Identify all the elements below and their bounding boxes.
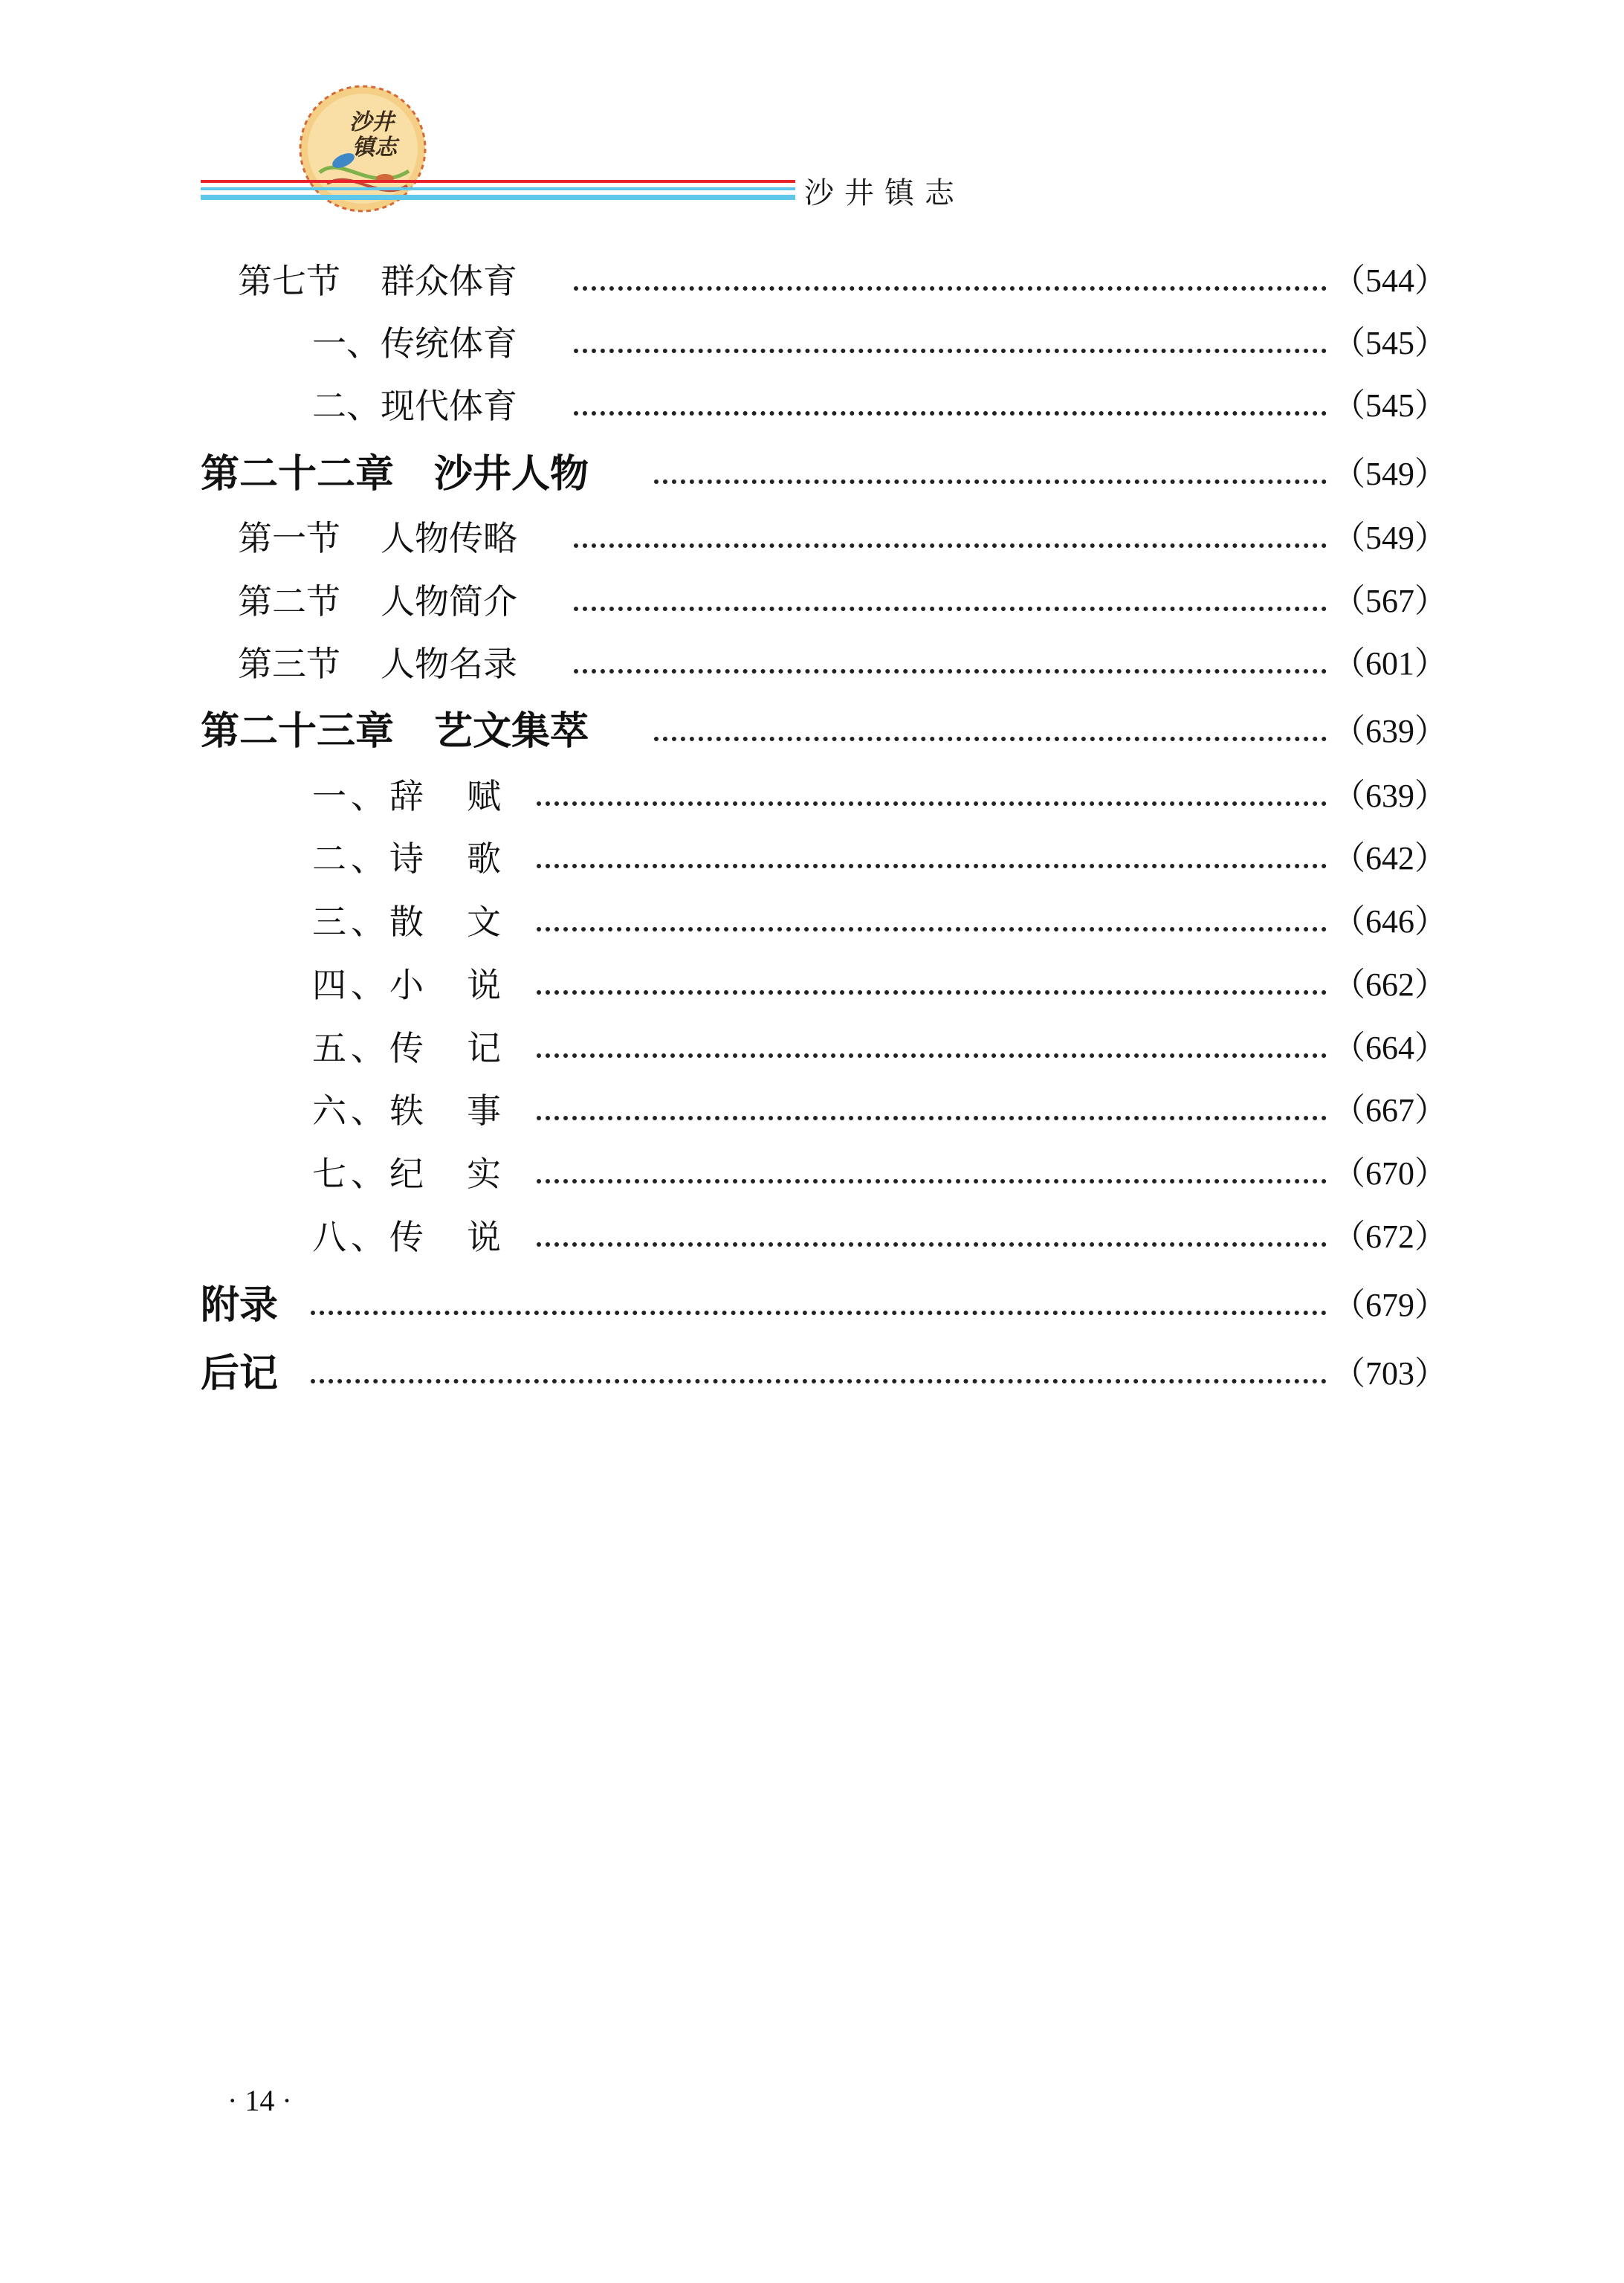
toc-entry-prefix: 三、 bbox=[312, 902, 389, 942]
svg-text:沙井: 沙井 bbox=[349, 109, 394, 135]
toc-entry-title: 群众体育 bbox=[381, 261, 517, 301]
toc-leader-dots bbox=[574, 669, 1327, 674]
toc-leader-dots bbox=[654, 479, 1327, 484]
toc-entry-label bbox=[238, 575, 517, 627]
toc-entry-prefix: 后记 bbox=[201, 1352, 279, 1396]
toc-page-number: （667） bbox=[1333, 1092, 1447, 1128]
toc-entry-label bbox=[201, 705, 589, 758]
toc-page-number: （664） bbox=[1333, 1030, 1447, 1066]
toc-leader-dots bbox=[574, 349, 1327, 353]
toc-entry-label bbox=[238, 512, 517, 564]
toc-entry-title: 散 文 bbox=[389, 902, 505, 942]
toc-leader-dots bbox=[537, 864, 1327, 868]
toc-leader-dots bbox=[537, 801, 1327, 806]
toc-page-number: （544） bbox=[1333, 262, 1447, 299]
svg-text:镇志: 镇志 bbox=[352, 135, 397, 161]
toc-entry-prefix: 六、 bbox=[312, 1091, 389, 1131]
toc-leader-dots bbox=[537, 1179, 1327, 1184]
toc-entry-row[interactable] bbox=[0, 770, 1624, 822]
toc-leader-dots bbox=[537, 927, 1327, 931]
toc-leader-dots bbox=[311, 1311, 1327, 1315]
toc-page-number: （639） bbox=[1333, 778, 1447, 814]
toc-entry-title: 沙井人物 bbox=[434, 452, 589, 497]
toc-entry-title: 艺文集萃 bbox=[434, 709, 589, 754]
toc-entry-label bbox=[238, 255, 517, 307]
toc-entry-label bbox=[312, 1148, 505, 1200]
toc-entry-label bbox=[312, 380, 517, 432]
toc-leader-dots bbox=[574, 411, 1327, 416]
toc-entry-row[interactable] bbox=[0, 380, 1624, 432]
toc-entry-prefix: 一、 bbox=[312, 323, 381, 364]
toc-entry-row[interactable] bbox=[0, 1211, 1624, 1263]
toc-entry-prefix: 八、 bbox=[312, 1217, 389, 1257]
toc-leader-dots bbox=[537, 1242, 1327, 1247]
toc-leader-dots bbox=[537, 990, 1327, 995]
toc-chapter-row[interactable] bbox=[0, 448, 1624, 500]
toc-leader-dots bbox=[537, 1116, 1327, 1120]
toc-entry-label bbox=[201, 448, 589, 500]
toc-entry-title: 人物名录 bbox=[381, 644, 517, 684]
toc-entry-prefix: 第一节 bbox=[238, 518, 340, 558]
toc-chapter-row[interactable] bbox=[0, 1348, 1624, 1400]
toc-entry-title: 轶 事 bbox=[389, 1091, 505, 1131]
toc-entry-prefix: 七、 bbox=[312, 1154, 389, 1194]
toc-entry-title: 现代体育 bbox=[381, 386, 517, 426]
toc-page-number: （601） bbox=[1333, 645, 1447, 682]
toc-entry-row[interactable] bbox=[0, 896, 1624, 948]
toc-entry-row[interactable] bbox=[0, 255, 1624, 307]
toc-entry-title: 小 说 bbox=[389, 965, 505, 1005]
toc-entry-label bbox=[312, 833, 505, 885]
toc-entry-label bbox=[312, 1085, 505, 1137]
toc-entry-title: 传 说 bbox=[389, 1217, 505, 1257]
toc-chapter-row[interactable] bbox=[0, 705, 1624, 758]
toc-leader-dots bbox=[311, 1379, 1327, 1383]
toc-entry-prefix: 一、 bbox=[312, 776, 389, 816]
toc-entry-label bbox=[312, 317, 517, 369]
toc-entry-row[interactable] bbox=[0, 575, 1624, 627]
toc-page-number: （545） bbox=[1333, 387, 1447, 424]
toc-entry-row[interactable] bbox=[0, 1022, 1624, 1074]
toc-entry-prefix: 四、 bbox=[312, 965, 389, 1005]
toc-entry-prefix: 第二十三章 bbox=[201, 709, 395, 754]
toc-entry-prefix: 第七节 bbox=[238, 261, 340, 301]
toc-entry-title: 传 记 bbox=[389, 1028, 505, 1068]
toc-page-number: （567） bbox=[1333, 583, 1447, 619]
toc-page-number: （639） bbox=[1333, 713, 1447, 749]
toc-leader-dots bbox=[574, 543, 1327, 548]
toc-entry-prefix: 第三节 bbox=[238, 644, 340, 684]
toc-chapter-row[interactable] bbox=[0, 1279, 1624, 1331]
toc-entry-row[interactable] bbox=[0, 1085, 1624, 1137]
toc-entry-prefix: 第二节 bbox=[238, 581, 340, 621]
toc-entry-prefix: 第二十二章 bbox=[201, 452, 395, 497]
toc-entry-title: 人物传略 bbox=[381, 518, 517, 558]
toc-leader-dots bbox=[574, 607, 1327, 611]
toc-page-number: （672） bbox=[1333, 1218, 1447, 1255]
page-number: · 14 · bbox=[227, 2084, 292, 2117]
toc-entry-title: 诗 歌 bbox=[389, 839, 505, 879]
toc-page-number: （642） bbox=[1333, 840, 1447, 876]
toc-page-number: （549） bbox=[1333, 456, 1447, 492]
toc-entry-label bbox=[312, 1211, 505, 1263]
toc-entry-label bbox=[312, 770, 505, 822]
toc-leader-dots bbox=[537, 1053, 1327, 1058]
toc-entry-row[interactable] bbox=[0, 512, 1624, 564]
toc-entry-prefix: 二、 bbox=[312, 839, 389, 879]
toc-entry-prefix: 附录 bbox=[201, 1283, 279, 1328]
toc-entry-row[interactable] bbox=[0, 317, 1624, 369]
toc-entry-row[interactable] bbox=[0, 833, 1624, 885]
toc-entry-label bbox=[312, 959, 505, 1011]
running-title: 沙井镇志 bbox=[804, 176, 965, 210]
toc-page-number: （679） bbox=[1333, 1287, 1447, 1323]
toc-page-number: （549） bbox=[1333, 520, 1447, 556]
toc-entry-label bbox=[201, 1279, 278, 1331]
toc-entry-prefix: 五、 bbox=[312, 1028, 389, 1068]
toc-page-number: （646） bbox=[1333, 903, 1447, 940]
toc-entry-title: 纪 实 bbox=[389, 1154, 505, 1194]
toc-page-number: （662） bbox=[1333, 966, 1447, 1003]
toc-leader-dots bbox=[654, 737, 1327, 741]
toc-entry-prefix: 二、 bbox=[312, 386, 381, 426]
toc-page-number: （545） bbox=[1333, 325, 1447, 361]
toc-entry-row[interactable] bbox=[0, 1148, 1624, 1200]
toc-entry-title: 传统体育 bbox=[381, 323, 517, 364]
toc-entry-label bbox=[312, 896, 505, 948]
toc-entry-title: 人物简介 bbox=[381, 581, 517, 621]
toc-page-number: （670） bbox=[1333, 1155, 1447, 1192]
toc-entry-label bbox=[312, 1022, 505, 1074]
toc-entry-row[interactable] bbox=[0, 959, 1624, 1011]
toc-entry-title: 辞 赋 bbox=[389, 776, 505, 816]
toc-entry-label bbox=[238, 638, 517, 690]
toc-leader-dots bbox=[574, 286, 1327, 291]
toc-entry-label bbox=[201, 1348, 278, 1400]
toc-page-number: （703） bbox=[1333, 1355, 1447, 1392]
toc-entry-row[interactable] bbox=[0, 638, 1624, 690]
